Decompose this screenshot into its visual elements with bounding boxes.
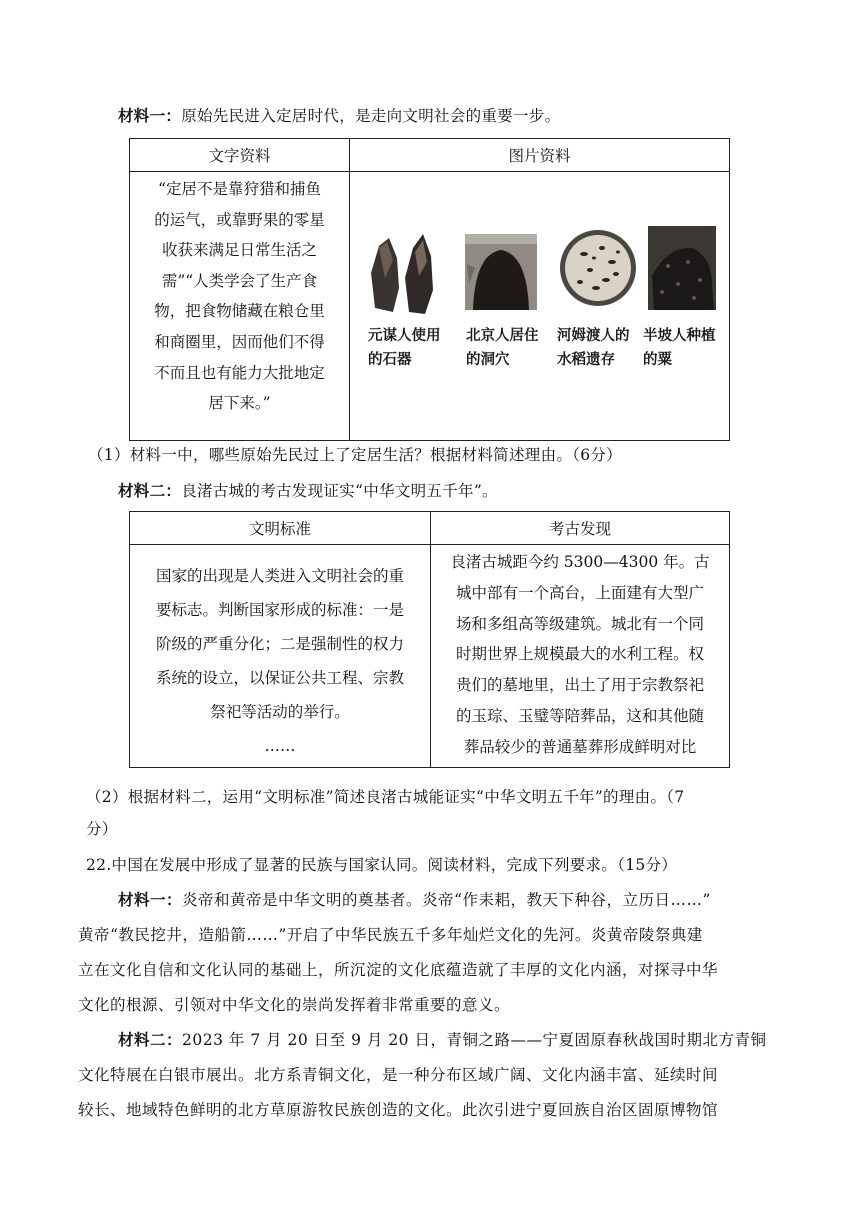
paragraph-line: 文化特展在白银市展出。北方系青铜文化，是一种分布区域广阔、文化内涵丰富、延续时间 xyxy=(78,1066,719,1084)
paragraph-text: 2023 年 7 月 20 日至 9 月 20 日，青铜之路——宁夏固原春秋战国时期北方青铜 xyxy=(182,1031,767,1049)
material-2-intro: 良渚古城的考古发现证实“中华文明五千年”。 xyxy=(181,482,498,500)
caption-line: 元谋人使用 xyxy=(368,328,441,344)
standard-line: 祭祀等活动的举行。 xyxy=(210,703,350,721)
standard-line: 国家的出现是人类进入文明社会的重 xyxy=(155,567,404,585)
finding-line: 贵们的墓地里，出土了用于宗教祭祀 xyxy=(455,676,704,695)
material-1-intro: 原始先民进入定居时代，是走向文明社会的重要一步。 xyxy=(181,107,561,125)
quote-line: 收获来满足日常生活之 xyxy=(161,241,317,260)
paragraph-line xyxy=(78,882,778,918)
quote-line: 的运气，或靠野果的零星 xyxy=(154,210,325,229)
caption-cave xyxy=(466,324,539,372)
material-2-heading xyxy=(118,479,498,501)
finding-line: 城中部有一个高台，上面建有大型广 xyxy=(455,583,704,602)
standard-line: 系统的设立，以保证公共工程、宗教 xyxy=(155,669,404,687)
paragraph-line xyxy=(78,1022,778,1058)
paragraph-line: 黄帝“教民挖井，造船箭……”开启了中华民族五千多年灿烂文化的先河。炎黄帝陵祭典建 xyxy=(78,926,703,944)
millet-image xyxy=(648,226,716,310)
quote-line: 和商圈里，因而他们不得 xyxy=(154,332,325,351)
standard-line: 要标志。判断国家形成的标准：一是 xyxy=(155,601,404,619)
caption-rice xyxy=(557,324,630,372)
q22-material-1 xyxy=(78,882,778,1023)
caption-line: 北京人居住 xyxy=(466,328,539,344)
q22-material-1-label: 材料一： xyxy=(118,890,183,909)
caption-line: 的洞穴 xyxy=(466,352,510,368)
caption-stone-tools xyxy=(368,324,441,372)
finding-line: 场和多组高等级建筑。城北有一个同 xyxy=(455,614,704,633)
question-2-line-1: （2）根据材料二，运用“文明标准”简述良渚古城能证实“中华文明五千年”的理由。（7 xyxy=(86,788,685,806)
material-1-label: 材料一： xyxy=(118,106,182,125)
standard-cell xyxy=(130,545,431,768)
quote-line: 需”“人类学会了生产食 xyxy=(161,271,318,290)
finding-cell xyxy=(431,545,730,768)
col-image-header: 图片资料 xyxy=(350,139,730,172)
standard-line: …… xyxy=(264,737,296,755)
quote-line: 不而且也有能力大批地定 xyxy=(154,363,325,382)
paragraph-text: 炎帝和黄帝是中华文明的奠基者。炎帝“作耒耜，教天下种谷，立历日……” xyxy=(182,891,711,909)
finding-line: 的玉琮、玉璧等陪葬品，这和其他随 xyxy=(455,706,704,725)
finding-line: 时期世界上规模最大的水利工程。权 xyxy=(455,645,704,664)
col-text-header: 文字资料 xyxy=(130,139,350,172)
paragraph-line: 文化的根源、引领对中华文化的崇尚发挥着非常重要的意义。 xyxy=(78,996,511,1014)
col-standard-header: 文明标准 xyxy=(130,512,431,545)
caption-line: 的石器 xyxy=(368,352,412,368)
quote-line: 物，把食物储藏在粮仓里 xyxy=(154,302,325,321)
paragraph-line: 立在文化自信和文化认同的基础上，所沉淀的文化底蕴造就了丰厚的文化内涵，对探寻中华 xyxy=(78,961,719,979)
q22-material-2 xyxy=(78,1022,778,1128)
col-finding-header: 考古发现 xyxy=(431,512,730,545)
material-1-heading xyxy=(118,104,560,126)
finding-line: 良渚古城距今约 5300—4300 年。古 xyxy=(450,553,710,571)
quote-line: 居下来。” xyxy=(208,394,271,413)
question-2-line-2: 分） xyxy=(86,820,118,838)
caption-line: 半坡人种植 xyxy=(643,328,716,344)
q22-material-2-label: 材料二： xyxy=(118,1030,183,1049)
question-22: 22.中国在发展中形成了显著的民族与国家认同。阅读材料，完成下列要求。（15分） xyxy=(86,856,678,874)
image-cell xyxy=(350,172,730,441)
question-1: （1）材料一中，哪些原始先民过上了定居生活？根据材料简述理由。（6分） xyxy=(88,446,622,464)
quote-cell xyxy=(130,172,350,441)
caption-line: 的粟 xyxy=(643,352,672,368)
stone-tools-image xyxy=(365,228,445,318)
material-1-table xyxy=(129,138,730,441)
standard-line: 阶级的严重分化；二是强制性的权力 xyxy=(155,635,404,653)
material-2-label: 材料二： xyxy=(118,481,182,500)
paragraph-line: 较长、地域特色鲜明的北方草原游牧民族创造的文化。此次引进宁夏回族自治区固原博物馆 xyxy=(78,1101,719,1119)
caption-line: 水稻遗存 xyxy=(557,352,615,368)
caption-line: 河姆渡人的 xyxy=(557,328,630,344)
finding-line: 葬品较少的普通墓葬形成鲜明对比 xyxy=(463,737,697,756)
cave-image xyxy=(465,234,537,310)
quote-line: “定居不是靠狩猎和捕鱼 xyxy=(158,180,321,198)
material-2-table xyxy=(129,511,730,768)
caption-millet xyxy=(643,324,716,372)
rice-remains-image xyxy=(558,224,638,310)
